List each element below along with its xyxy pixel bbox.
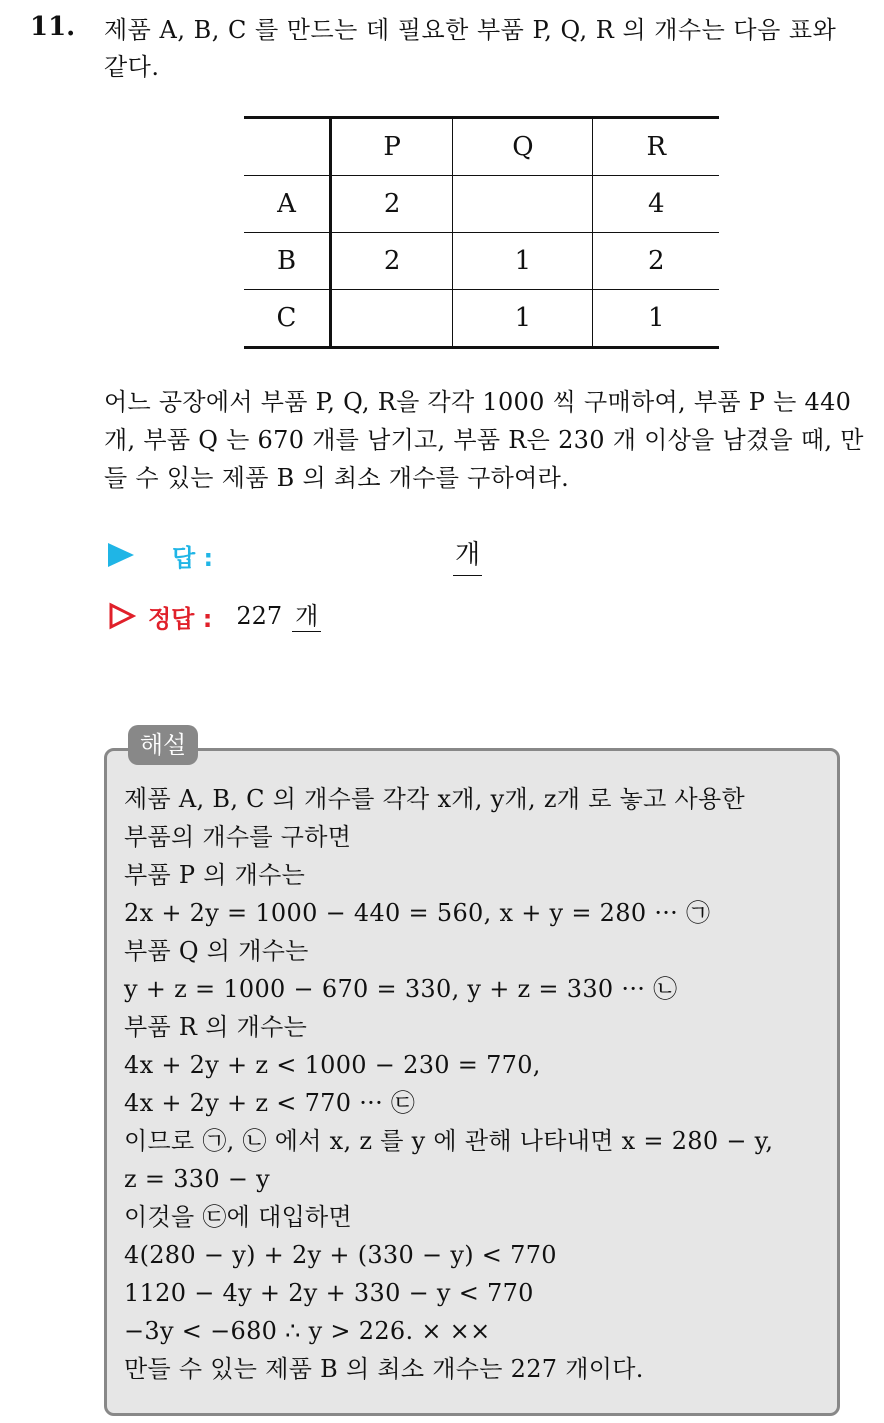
answer-label: 답 : [172,543,214,572]
solution-text [124,780,830,1388]
solution-line: 4x + 2y + z < 1000 − 230 = 770, [124,1051,541,1079]
solution-line: y + z = 1000 − 670 = 330, y + z = 330 ··· ㉡ [124,975,678,1003]
solution-line: 부품의 개수를 구하면 [124,823,352,851]
table-header-row [244,118,719,176]
parts-table [244,116,719,349]
table-cell: 2 [331,176,453,233]
answer-row [108,535,213,575]
table-cell: 1 [453,290,593,348]
table-row [244,290,719,348]
table-cell: 4 [593,176,719,233]
solution-line: 이것을 ㉢에 대입하면 [124,1203,353,1231]
table-cell: 1 [453,233,593,290]
solution-line: 부품 P 의 개수는 [124,861,306,889]
correct-answer-unit: 개 [292,601,321,632]
table-row [244,233,719,290]
table-cell: C [244,290,331,348]
solution-line: 4(280 − y) + 2y + (330 − y) < 770 [124,1241,557,1269]
correct-answer-label: 정답 : [148,604,213,633]
question-text: 제품 A, B, C 를 만드는 데 필요한 부품 P, Q, R 의 개수는 다음 표와 같다. [104,16,837,81]
solution-line: 제품 A, B, C 의 개수를 각각 x개, y개, z개 로 놓고 사용한 [124,785,745,813]
question-number: 11. [30,12,76,42]
solution-line: 부품 R 의 개수는 [124,1013,308,1041]
table-cell: B [244,233,331,290]
solution-line: 2x + 2y = 1000 − 440 = 560, x + y = 280 ··· ㉠ [124,899,711,927]
correct-answer-row [108,596,321,636]
problem-condition: 어느 공장에서 부품 P, Q, R을 각각 1000 씩 구매하여, 부품 P 는 440 개, 부품 Q 는 670 개를 남기고, 부품 R은 230 개 이상을 남겼을 때, 만들 수 있는 제품 B 의 최소 개수를 구하여라. [104,388,864,492]
table-cell: 2 [331,233,453,290]
table-header-cell: R [593,118,719,176]
solution-line: 만들 수 있는 제품 B 의 최소 개수는 227 개이다. [124,1355,644,1383]
correct-answer-value: 227 [236,602,283,630]
solution-line: 1120 − 4y + 2y + 330 − y < 770 [124,1279,534,1307]
table-cell: 1 [593,290,719,348]
table-cell [453,176,593,233]
answer-unit: 개 [453,535,482,576]
table-header-cell: P [331,118,453,176]
table-cell: A [244,176,331,233]
table-row [244,176,719,233]
table-header-cell: Q [453,118,593,176]
solution-line: 부품 Q 의 개수는 [124,937,309,965]
table-header-cell [244,118,331,176]
table-cell [331,290,453,348]
solution-line: z = 330 − y [124,1165,271,1193]
solution-line: 4x + 2y + z < 770 ··· ㉢ [124,1089,416,1117]
solution-line: 이므로 ㉠, ㉡ 에서 x, z 를 y 에 관해 나타내면 x = 280 − y, [124,1127,774,1155]
play-arrow-icon [108,543,134,567]
outline-arrow-icon [108,602,136,630]
table-cell: 2 [593,233,719,290]
solution-tab: 해설 [128,725,198,765]
solution-line: −3y < −680 ∴ y > 226. × ×× [124,1317,491,1345]
